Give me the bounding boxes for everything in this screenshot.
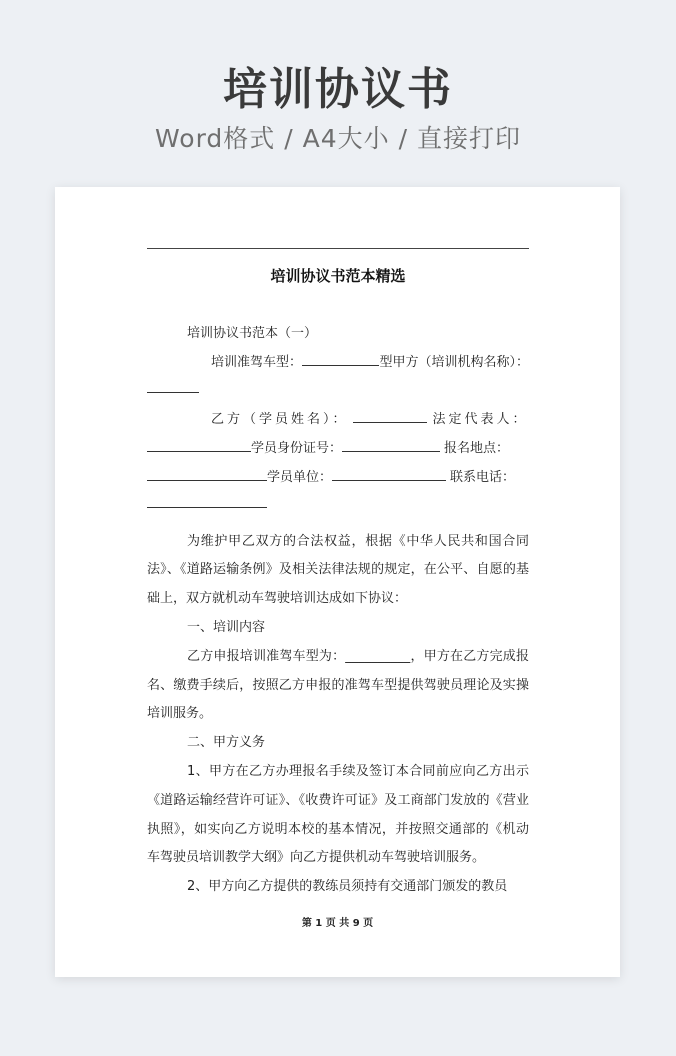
page-header (0, 62, 676, 156)
document-page (55, 187, 620, 977)
section-2-title: 二、甲方义务 (187, 735, 266, 751)
party-a-label: 型甲方（培训机构名称）： (379, 354, 529, 370)
form-line-phone (147, 493, 529, 522)
vehicle-type-blank (302, 351, 379, 366)
page-title: 培训协议书 (223, 64, 453, 115)
intro-paragraph: 为维护甲乙双方的合法权益，根据《中华人民共和国合同法》、《道路运输条例》及相关法律法规的规定，在公平、自愿的基础上，双方就机动车驾驶培训达成如下协议： (147, 533, 529, 607)
section-1-title: 一、培训内容 (187, 619, 266, 635)
form-line-party-a (147, 378, 529, 407)
form-line-party-b (147, 406, 529, 435)
form-line-unit (147, 464, 529, 493)
student-unit-blank (332, 466, 446, 481)
section-heading: 培训协议书范本（一） (187, 326, 318, 341)
student-id-label: 学员身份证号： (251, 441, 343, 457)
phone-label: 联系电话： (450, 469, 516, 485)
party-a-blank (147, 378, 199, 393)
legal-rep-blank (147, 437, 251, 452)
legal-rep-label: 法定代表人： (432, 412, 529, 428)
section-2-item-1: 1、甲方在乙方办理报名手续及签订本合同前应向乙方出示《道路运输经营许可证》、《收费许可证》及工商部门发放的《营业执照》，如实向乙方说明本校的基本情况，并按照交通部的《机动车驾驶员培训教学大纲》向乙方提供机动车驾驶培训服务。 (147, 763, 529, 866)
page-number: 第 1 页 共 9 页 (301, 918, 374, 929)
page-subtitle: Word格式 / A4大小 / 直接打印 (155, 124, 521, 153)
section-1-text: 乙方申报培训准驾车型为：__________，甲方在乙方完成报名、缴费手续后，按照乙方申报的准驾车型提供驾驶员理论及实操培训服务。 (147, 648, 529, 722)
student-id-blank (342, 437, 440, 452)
student-unit-label: 学员单位： (267, 469, 333, 485)
signup-place-label: 报名地点： (444, 441, 510, 457)
form-line-vehicle (147, 349, 529, 378)
vehicle-type-label: 培训准驾车型： (211, 354, 303, 370)
form-line-id (147, 435, 529, 464)
signup-place-blank (147, 466, 267, 481)
document-body (147, 320, 529, 902)
phone-blank (147, 493, 267, 508)
header-rule (147, 248, 529, 249)
document-title: 培训协议书范本精选 (270, 267, 406, 285)
party-b-label: 乙方（学员姓名）： (211, 412, 349, 428)
party-b-blank (353, 408, 427, 423)
section-2-item-2: 2、甲方向乙方提供的教练员须持有交通部门颁发的教员 (187, 879, 508, 895)
